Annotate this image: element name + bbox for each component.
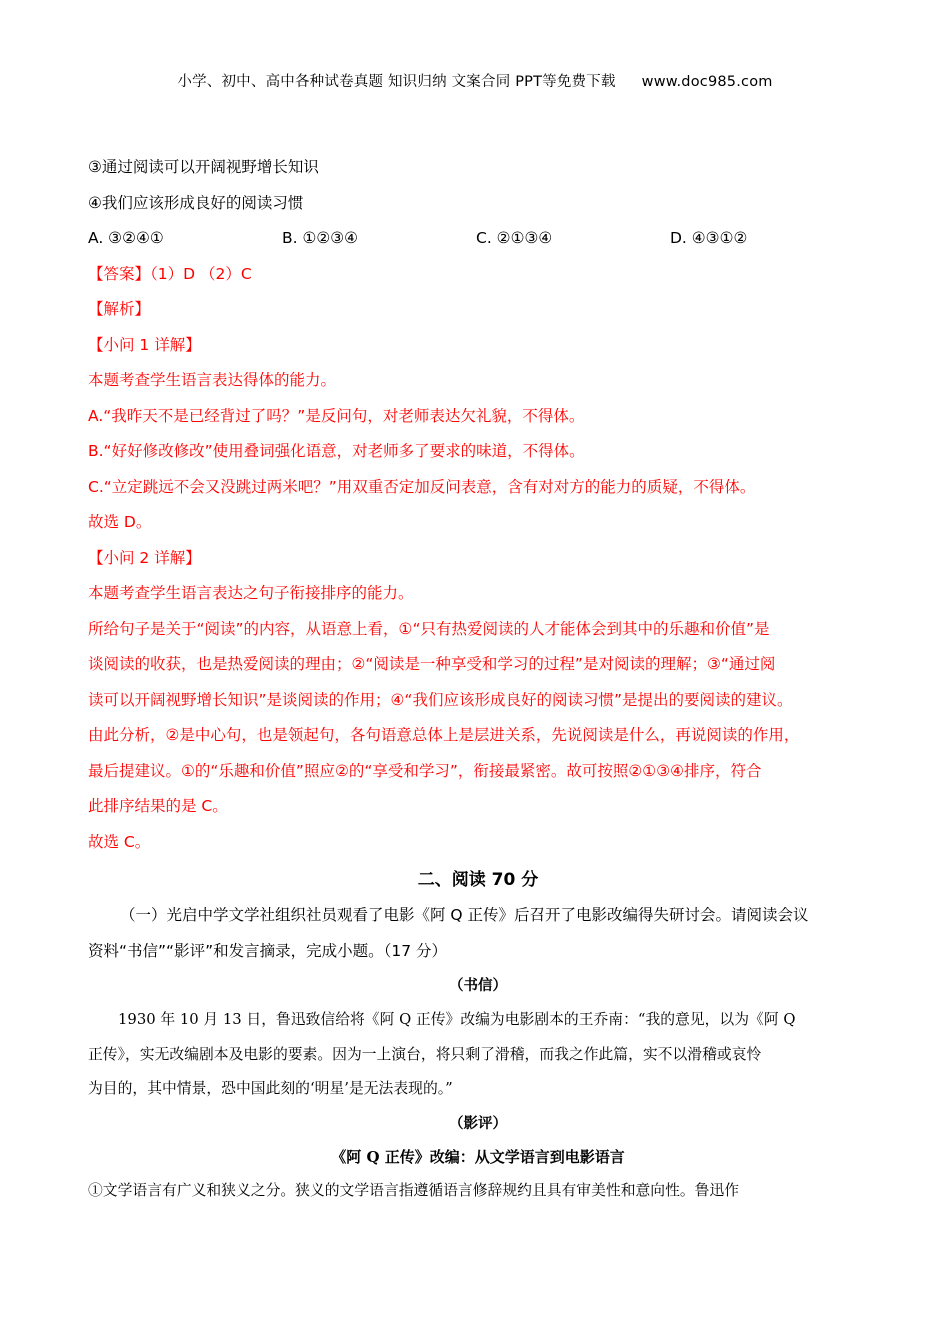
q1-line: 故选 D。: [88, 513, 152, 531]
article-line: ①文学语言有广义和狭义之分。狭义的文学语言指遵循语言修辞规约且具有审美性和意向性。鲁迅作: [88, 1181, 740, 1199]
review-heading: （影评）: [449, 1114, 507, 1132]
option-b: B. ①②③④: [282, 229, 359, 247]
q1-label: 【小问 1 详解】: [88, 335, 201, 354]
header-url[interactable]: www.doc985.com: [641, 74, 773, 90]
sentence-item-4: ④我们应该形成良好的阅读习惯: [88, 193, 304, 212]
q2-line: 所给句子是关于“阅读”的内容，从语意上看，①“只有热爱阅读的人才能体会到其中的乐趣和价值”是: [88, 619, 770, 638]
article-title: 《阿 Q 正传》改编：从文学语言到电影语言: [331, 1147, 625, 1166]
q2-line: 读可以开阔视野增长知识”是谈阅读的作用；④“我们应该形成良好的阅读习惯”是提出的要阅读的建议。: [88, 690, 793, 709]
content: [88, 150, 868, 1208]
q1-line: C.“立定跳远不会又没跳过两米吧？”用双重否定加反问表意，含有对对方的能力的质疑，不得体。: [88, 477, 756, 496]
intro-line: 资料“书信”“影评”和发言摘录，完成小题。（17 分）: [88, 941, 448, 960]
q2-line: 此排序结果的是 C。: [88, 797, 228, 815]
q1-line: B.“好好修改修改”使用叠词强化语意，对老师多了要求的味道，不得体。: [88, 442, 585, 460]
q1-line: 本题考查学生语言表达得体的能力。: [88, 371, 337, 389]
letter-line: 正传》，实无改编剧本及电影的要素。因为一上演台，将只剩了滑稽，而我之作此篇，实不以滑稽或哀怜: [88, 1045, 762, 1063]
page-header: [0, 70, 950, 91]
letter-heading: （书信）: [449, 977, 507, 994]
analysis-label: 【解析】: [88, 300, 151, 318]
answer-line: 【答案】（1）D （2）C: [88, 264, 252, 283]
letter-line: 1930 年 10 月 13 日，鲁迅致信给将《阿 Q 正传》改编为电影剧本的王乔南：“我的意见，以为《阿 Q: [118, 1011, 796, 1028]
letter-line: 为目的，其中情景，恐中国此刻的‘明星’是无法表现的。”: [88, 1080, 453, 1097]
q2-line: 谈阅读的收获，也是热爱阅读的理由；②“阅读是一种享受和学习的过程”是对阅读的理解；③“通过阅: [88, 655, 776, 673]
q1-line: A.“我昨天不是已经背过了吗？”是反问句，对老师表达欠礼貌，不得体。: [88, 406, 585, 425]
q2-label: 【小问 2 详解】: [88, 548, 201, 567]
header-text: 小学、初中、高中各种试卷真题 知识归纳 文案合同 PPT等免费下载: [177, 74, 616, 90]
intro-line: （一）光启中学文学社组织社员观看了电影《阿 Q 正传》后召开了电影改编得失研讨会。请阅读会议: [120, 906, 809, 924]
q2-line: 故选 C。: [88, 832, 151, 851]
q2-line: 本题考查学生语言表达之句子衔接排序的能力。: [88, 584, 414, 602]
q2-line: 由此分析，②是中心句，也是领起句，各句语意总体上是层进关系，先说阅读是什么，再说阅读的作用，: [88, 726, 800, 744]
q2-line: 最后提建议。①的“乐趣和价值”照应②的“享受和学习”，衔接最紧密。故可按照②①③④排序，符合: [88, 761, 762, 780]
section-title: 二、阅读 70 分: [417, 870, 539, 890]
option-a: A. ③②④①: [88, 229, 164, 247]
option-c: C. ②①③④: [476, 229, 553, 247]
option-d: D. ④③①②: [670, 229, 748, 247]
answer-options: [88, 221, 868, 257]
sentence-item-3: ③通过阅读可以开阔视野增长知识: [88, 158, 319, 176]
